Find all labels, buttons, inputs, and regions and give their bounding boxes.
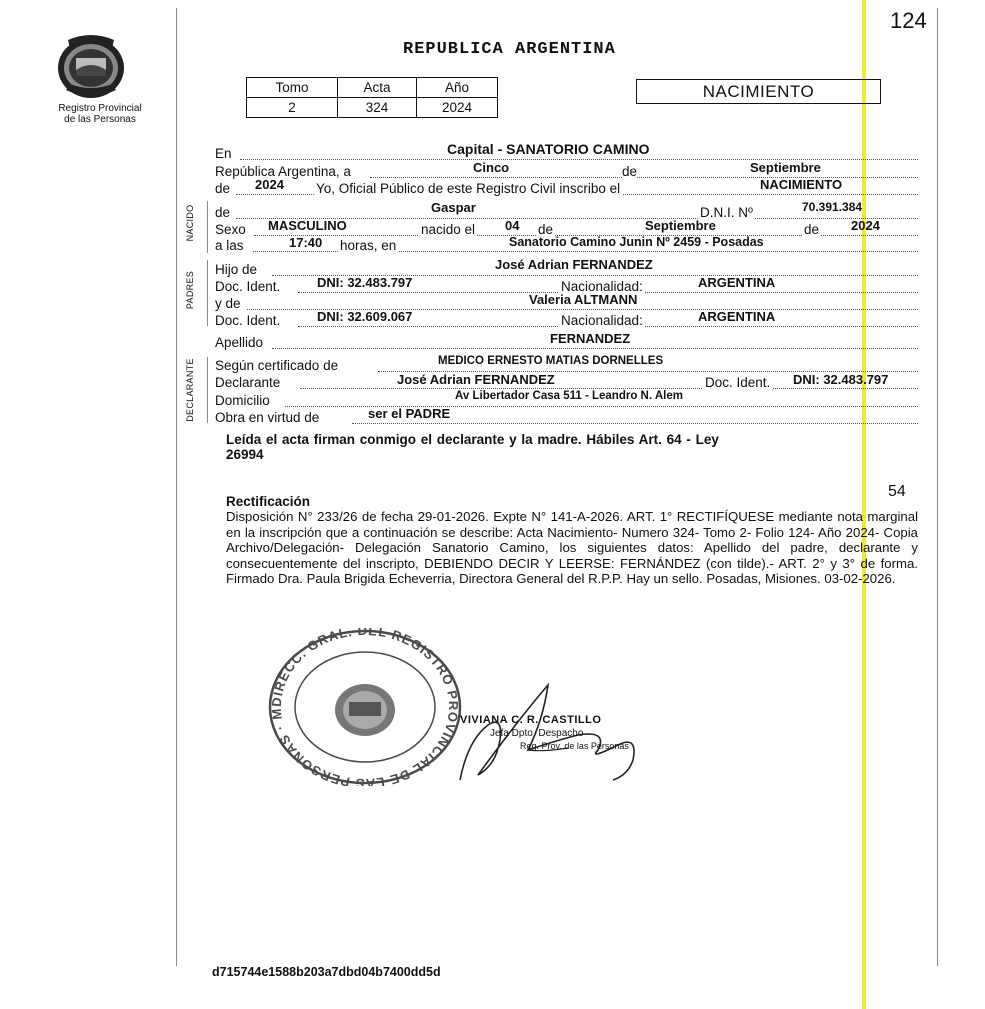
closing-statement — [226, 432, 719, 462]
table-value-acta: 324 — [338, 98, 417, 118]
dotted-line — [300, 388, 918, 389]
mother-name-value: Valeria ALTMANN — [529, 292, 638, 307]
declarante-doc-label: Doc. Ident. — [705, 375, 771, 390]
table-value-tomo: 2 — [247, 98, 338, 118]
official-signature-block — [460, 714, 629, 753]
hijo-label: Hijo de — [215, 262, 258, 277]
rectification-title: Rectificación — [226, 494, 311, 509]
table-value-anio: 2024 — [417, 98, 498, 118]
table-header-acta: Acta — [338, 78, 417, 98]
left-margin-line — [176, 8, 177, 966]
official-stamp — [265, 628, 465, 786]
day-words-value: Cinco — [473, 160, 510, 175]
declarante-name-value: José Adrian FERNANDEZ — [397, 372, 555, 387]
mother-nationality-value: ARGENTINA — [698, 309, 776, 324]
apellido-label: Apellido — [215, 335, 264, 350]
cert-label: Según certificado de — [215, 358, 339, 373]
dotted-line — [272, 348, 918, 349]
registry-name — [30, 103, 170, 125]
nacido-de-label: de — [215, 205, 231, 220]
intro-text: Yo, Oficial Público de este Registro Civil inscribo el — [316, 181, 621, 196]
nacido-el-label: nacido el — [421, 222, 476, 237]
country-title: REPUBLICA ARGENTINA — [403, 40, 616, 59]
official-unit: Reg. Prov. de las Personas — [520, 741, 629, 751]
father-doc-label: Doc. Ident. — [215, 279, 281, 294]
rectification-text: Disposición N° 233/26 de fecha 29-01-2026. Expte N° 141-A-2026. ART. 1° RECTIFÍQUESE mediante nota marginal en la inscripción que a continuación se describe: Acta Nacimiento- Numero 324- Tomo 2- Folio 124- Año 2024- Copia Archivo/Delegación- Delegación Sanatorio Camino, los siguientes datos: Apellido del padre, declarante y consecuentemente del inscripto, DEBIENDO DECIR Y LEERSE: FERNÁNDEZ (con tilde).- ART. 2° y 3° de forma. Firmado Dra. Paula Brigida Echeverria, Directora General del R.P.P. Hay un sello. Posadas, Misiones. 03-02-2026. — [226, 509, 918, 587]
year-value: 2024 — [255, 177, 284, 192]
registry-table — [246, 77, 498, 118]
page-number: 124 — [890, 8, 927, 33]
closing-line-2: 26994 — [226, 447, 264, 462]
a-las-label: a las — [215, 238, 244, 253]
section-bracket — [207, 357, 208, 423]
y-de-label: y de — [215, 296, 241, 311]
obra-value: ser el PADRE — [368, 406, 451, 421]
declarante-section-label: DECLARANTE — [185, 358, 195, 422]
table-header-anio: Año — [417, 78, 498, 98]
document-hash: d715744e1588b203a7dbd04b7400dd5d — [212, 965, 441, 979]
padres-section-label: PADRES — [185, 270, 195, 310]
birth-year-value: 2024 — [851, 218, 880, 233]
section-bracket — [207, 260, 208, 326]
republica-label: República Argentina, a — [215, 164, 351, 179]
apellido-value: FERNANDEZ — [550, 331, 631, 346]
official-title: Jefa Dpto. Despacho — [490, 728, 584, 739]
father-nationality-value: ARGENTINA — [698, 275, 776, 290]
child-dni-value: 70.391.384 — [802, 200, 863, 214]
cert-value: MEDICO ERNESTO MATIAS DORNELLES — [438, 355, 664, 367]
birth-month-value: Septiembre — [645, 218, 716, 233]
horas-label: horas, en — [340, 238, 397, 253]
place-value: Capital - SANATORIO CAMINO — [447, 141, 650, 157]
closing-line-1: Leída el acta firman conmigo el declarante y la madre. Hábiles Art. 64 - Ley — [226, 432, 719, 447]
table-header-tomo: Tomo — [247, 78, 338, 98]
year-prefix-label: de — [215, 181, 231, 196]
month-value: Septiembre — [750, 160, 821, 175]
domicilio-value: Av Libertador Casa 511 - Leandro N. Alem — [455, 390, 683, 402]
domicilio-label: Domicilio — [215, 393, 270, 408]
en-label: En — [215, 146, 232, 161]
official-name: VIVIANA C. R. CASTILLO — [460, 714, 602, 726]
de-label: de — [622, 164, 638, 179]
mother-doc-label: Doc. Ident. — [215, 313, 281, 328]
de-label-2: de — [538, 222, 554, 237]
stamp-ring-text: DIRECC. GRAL. DEL REGISTRO PROVINCIAL DE LAS PERSONAS · M — [268, 628, 462, 786]
birth-place-value: Sanatorio Camino Junin Nº 2459 - Posadas — [509, 235, 764, 249]
dotted-line — [352, 423, 918, 424]
sexo-value: MASCULINO — [268, 218, 347, 233]
de-label-3: de — [804, 222, 820, 237]
right-margin-line — [937, 8, 938, 966]
declarante-label: Declarante — [215, 375, 281, 390]
nacido-section-label: NACIDO — [185, 204, 195, 242]
act-name-value: NACIMIENTO — [760, 177, 843, 192]
highlight-line — [862, 0, 866, 1009]
mother-nationality-label: Nacionalidad: — [561, 313, 643, 328]
obra-label: Obra en virtud de — [215, 410, 320, 425]
birth-time-value: 17:40 — [289, 235, 323, 250]
sexo-label: Sexo — [215, 222, 246, 237]
province-seal-logo — [54, 30, 128, 100]
declarante-doc-value: DNI: 32.483.797 — [793, 372, 889, 387]
birth-day-value: 04 — [505, 218, 520, 233]
section-bracket — [207, 201, 208, 253]
act-type-box: NACIMIENTO — [636, 79, 881, 104]
registry-name-line1: Registro Provincial — [58, 103, 142, 114]
father-name-value: José Adrian FERNANDEZ — [495, 257, 653, 272]
registry-name-line2: de las Personas — [64, 114, 136, 125]
father-doc-value: DNI: 32.483.797 — [317, 275, 413, 290]
child-name-value: Gaspar — [431, 200, 476, 215]
dni-label: D.N.I. Nº — [700, 205, 753, 220]
father-nationality-label: Nacionalidad: — [561, 279, 643, 294]
rectification-number: 54 — [888, 483, 906, 500]
mother-doc-value: DNI: 32.609.067 — [317, 309, 413, 324]
